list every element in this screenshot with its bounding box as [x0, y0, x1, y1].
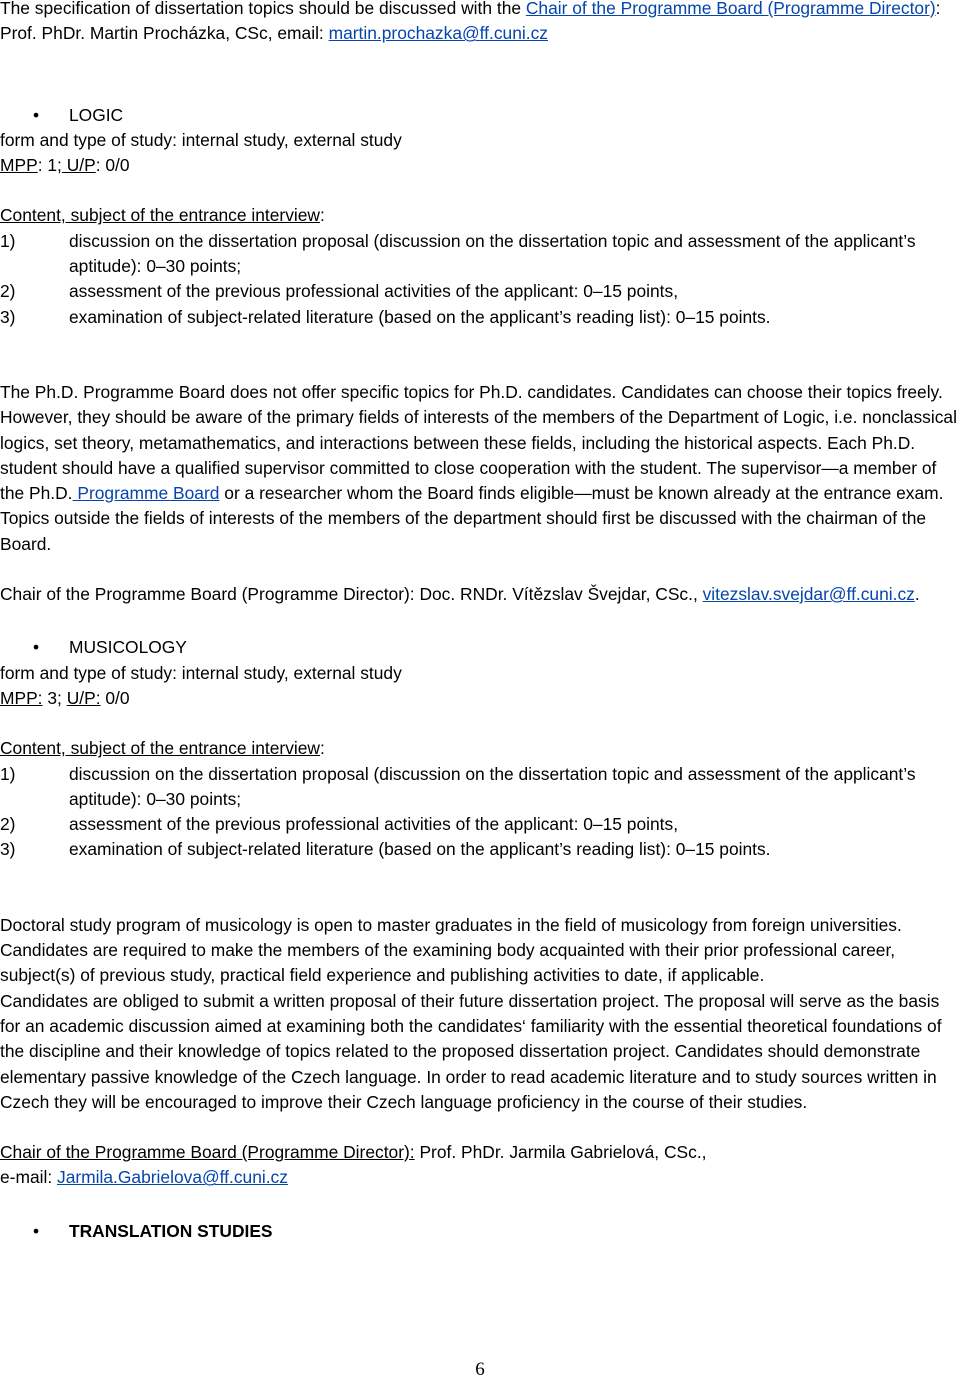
item-text: examination of subject-related literature (based on the applicant’s reading list): 0–15 points.	[69, 306, 771, 327]
bullet-icon: •	[33, 637, 40, 658]
list-item	[0, 812, 960, 837]
musicology-email-line	[0, 1165, 960, 1190]
item-text: discussion on the dissertation proposal (discussion on the dissertation topic and assessment of the applicant’s aptitude): 0–30 points;	[69, 763, 916, 809]
musicology-paragraph-3: Candidates are obliged to submit a written proposal of their future dissertation project. The proposal will serve as the basis for an academic discussion aimed at examining both the candidates‘ familiarity with the essential theoretical foundations of the discipline and their knowledge of topics related to the proposed dissertation project. Candidates should demonstrate elementary passive knowledge of the Czech language. In order to read academic literature and to study sources written in Czech they will be encouraged to improve their Czech language proficiency in the course of their studies.	[0, 990, 942, 1112]
chair-link[interactable]: Chair of the Programme Board (Programme Director)	[525, 0, 936, 18]
content-label: Content, subject of the entrance interview	[0, 205, 320, 226]
item-number: 3)	[0, 306, 16, 327]
section-heading-translation-studies	[0, 1219, 960, 1244]
form-type-line: form and type of study: internal study, external study	[0, 662, 402, 683]
item-text: discussion on the dissertation proposal (discussion on the dissertation topic and assessment of the applicant’s aptitude): 0–30 points;	[69, 230, 916, 277]
content-heading	[0, 736, 960, 761]
mpp-value: : 1;	[37, 155, 62, 176]
logic-topics-paragraph	[0, 380, 960, 557]
form-type-line: form and type of study: internal study, external study	[0, 129, 402, 150]
item-text: assessment of the previous professional activities of the applicant: 0–15 points,	[69, 281, 679, 302]
bullet-icon: •	[33, 104, 40, 125]
para-text: The Ph.D. Programme Board does not offer specific topics for Ph.D. candidates. Candidates can choose their topics freely. However, they should be aware of the primary fields of interests of the members of the Department of Logic, i.e. nonclassical logics, set theory, metamathematics, and interactions between these fields, including the historical aspects. Each Ph.D. student should have a qualified supervisor committed to close cooperation with the student. The supervisor—a member of the Ph.D.	[0, 381, 957, 504]
logic-chair-line	[0, 582, 960, 607]
heading-text: MUSICOLOGY	[69, 637, 187, 658]
list-item	[0, 762, 960, 813]
up-label: U/P:	[66, 687, 101, 708]
item-number: 2)	[0, 814, 16, 835]
chair-end: .	[914, 584, 920, 605]
musicology-paragraph-1: Doctoral study program of musicology is open to master graduates in the field of musicology from foreign universities.	[0, 914, 902, 935]
section-heading-logic	[0, 103, 960, 128]
heading-text: LOGIC	[69, 104, 124, 125]
list-item	[0, 279, 960, 304]
item-number: 1)	[0, 763, 16, 784]
logic-criteria-list	[0, 229, 960, 330]
intro-text-b: : Prof. PhDr. Martin Procházka, CSc, email:	[0, 0, 941, 44]
mpp-line	[0, 153, 960, 178]
content-label: Content, subject of the entrance interview	[0, 738, 320, 759]
mpp-label: MPP:	[0, 687, 43, 708]
musicology-paragraph-2: Candidates are required to make the members of the examining body acquainted with their prior professional career, subject(s) of previous study, practical field experience and publishing activities to date, if applicable.	[0, 940, 896, 986]
chair-email-link[interactable]: vitezslav.svejdar@ff.cuni.cz	[702, 584, 915, 605]
bullet-icon: •	[33, 1220, 40, 1241]
programme-board-link[interactable]: Programme Board	[72, 483, 220, 504]
email-link[interactable]: martin.prochazka@ff.cuni.cz	[328, 23, 548, 44]
list-item	[0, 305, 960, 330]
list-item	[0, 229, 960, 280]
email-label: e-mail:	[0, 1167, 58, 1188]
chair-email-link[interactable]: Jarmila.Gabrielova@ff.cuni.cz	[57, 1167, 288, 1188]
mpp-value: 3;	[42, 687, 62, 708]
up-value: : 0/0	[95, 155, 130, 176]
content-colon: :	[319, 738, 325, 759]
musicology-criteria-list	[0, 762, 960, 863]
chair-text: Prof. PhDr. Jarmila Gabrielová, CSc.,	[414, 1142, 707, 1163]
chair-text: Chair of the Programme Board (Programme Director): Doc. RNDr. Vítězslav Švejdar, CSc.,	[0, 584, 703, 605]
content-colon: :	[319, 205, 325, 226]
chair-label: Chair of the Programme Board (Programme Director):	[0, 1142, 415, 1163]
heading-text: TRANSLATION STUDIES	[69, 1220, 273, 1241]
section-heading-musicology	[0, 635, 960, 660]
intro-text-a: The specification of dissertation topics should be discussed with the	[0, 0, 526, 18]
intro-paragraph	[0, 0, 960, 47]
up-label: U/P	[61, 155, 96, 176]
list-item	[0, 837, 960, 862]
mpp-line	[0, 686, 960, 711]
item-number: 1)	[0, 230, 16, 251]
musicology-chair-line	[0, 1140, 960, 1165]
item-text: examination of subject-related literature (based on the applicant’s reading list): 0–15 points.	[69, 839, 771, 860]
page-number: 6	[475, 1359, 485, 1380]
item-number: 3)	[0, 839, 16, 860]
para-text-cont: or a researcher whom the Board finds eligible—must be known already at the entrance exam. Topics outside the fields of interests of the members of the department should first be discussed with the chairman of the Board.	[0, 483, 944, 554]
content-heading	[0, 203, 960, 228]
item-number: 2)	[0, 281, 16, 302]
mpp-label: MPP	[0, 155, 38, 176]
item-text: assessment of the previous professional activities of the applicant: 0–15 points,	[69, 814, 679, 835]
up-value: 0/0	[100, 687, 130, 708]
